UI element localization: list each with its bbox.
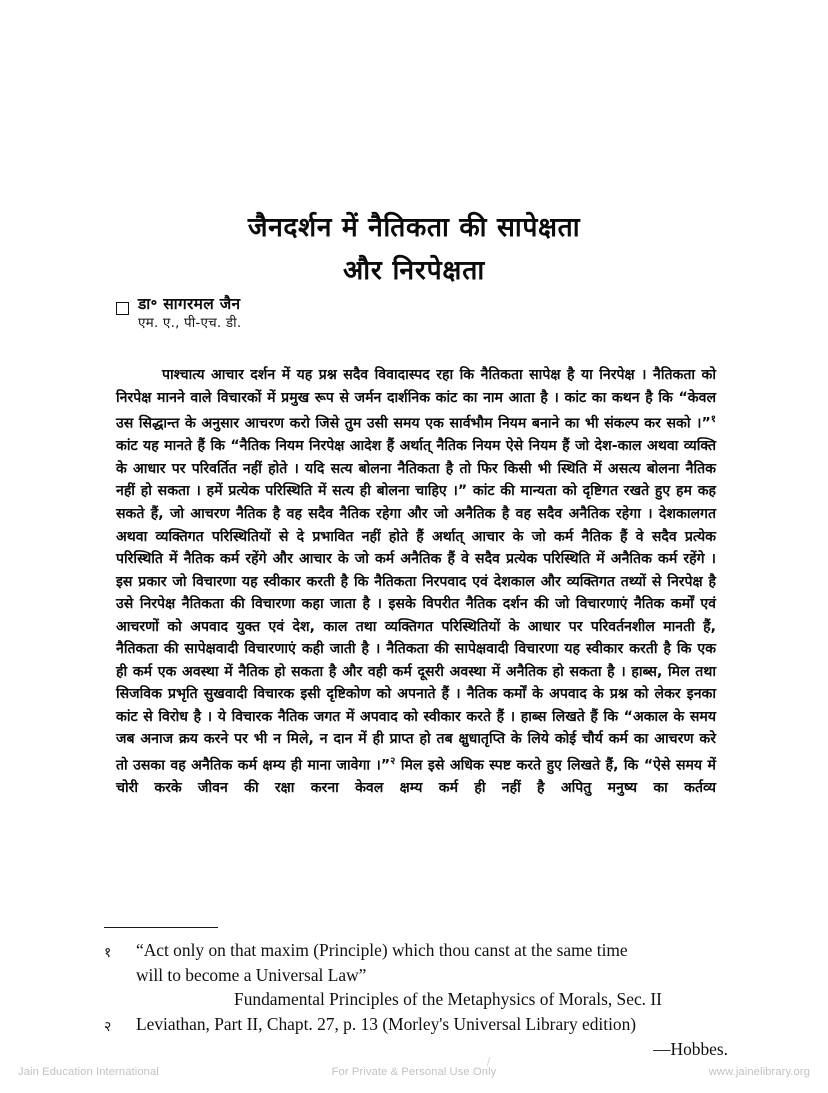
footnote-body-1 <box>136 938 730 1012</box>
footnote-number-1: १ <box>104 945 112 961</box>
footnote-body-2 <box>136 1012 730 1062</box>
footnote-separator <box>104 927 218 928</box>
footnote-marker-2: २ <box>390 755 396 767</box>
footnote-2-attribution: —Hobbes. <box>653 1039 728 1060</box>
footnote-1-source: Fundamental Principles of the Metaphysics of Morals, Sec. II <box>234 989 662 1010</box>
author-degrees: एम. ए., पी-एच. डी. <box>138 314 242 331</box>
footer-website-link[interactable]: www.jainelibrary.org <box>708 1066 810 1078</box>
square-bullet-icon <box>116 302 129 315</box>
footnote-number-2: २ <box>104 1018 112 1035</box>
author-byline <box>116 296 241 330</box>
body-text <box>116 364 716 800</box>
footnote-1-line-2: will to become a Universal Law” <box>136 964 367 985</box>
title-line-1: जैनदर्शन में नैतिकता की सापेक्षता <box>247 212 581 243</box>
paragraph-part-3: मिल इसे अधिक स्पष्ट करते हुए लिखते हैं, कि “ऐसे समय में चोरी करके जीवन की रक्षा करना केवल क्षम्य कर्म ही नहीं है अपितु मनुष्य का कर्तव्य <box>116 757 716 797</box>
page-footer <box>0 1060 828 1093</box>
footnote-2-line-1: Leviathan, Part II, Chapt. 27, p. 13 (Morley's Universal Library edition) <box>136 1013 637 1034</box>
page-title <box>104 206 724 292</box>
footer-usage-notice: For Private & Personal Use Only <box>331 1066 497 1078</box>
footnote-item-1 <box>104 938 730 1012</box>
footnote-1-line-1: “Act only on that maxim (Principle) which thou canst at the same time <box>136 940 628 960</box>
footnote-marker-1: १ <box>710 414 716 426</box>
main-paragraph <box>116 364 716 800</box>
footnotes-section <box>104 938 730 1062</box>
author-details <box>138 296 241 330</box>
paragraph-part-2: कांट यह मानते हैं कि “नैतिक नियम निरपेक्ष आदेश हैं अर्थात् नैतिक नियम ऐसे नियम हैं जो देश-काल अथवा व्यक्ति के आधार पर परिवर्तित नहीं होते । यदि सत्य बोलना नैतिकता है तो फिर किसी भी स्थिति में असत्य बोलना नैतिक नहीं हो सकता । हमें प्रत्येक परिस्थिति में सत्य ही बोलना चाहिए ।” कांट की मान्यता को दृष्टिगत रखते हुए हम कह सकते हैं, जो आचरण नैतिक है वह सदैव नैतिक रहेगा और जो अनैतिक है वह सदैव अनैतिक रहेगा । देशकालगत अथवा व्यक्तिगत परिस्थितियों से दे प्रभावित नहीं होते हैं अर्थात् आचार के जो कर्म नैतिक हैं वे सदैव प्रत्येक परिस्थिति में नैतिक कर्म रहेंगे और आचार के जो कर्म अनैतिक हैं वे सदैव प्रत्येक परिस्थिति में अनैतिक कर्म रहेंगे । इस प्रकार जो विचारणा यह स्वीकार करती है कि नैतिकता निरपवाद एवं देशकाल और व्यक्तिगत तथ्यों से निरपेक्ष है उसे निरपेक्ष नैतिकता की विचारणा कहा जाता है । इसके विपरीत नैतिक दर्शन की जो विचारणाएं नैतिक कर्मों एवं आचरणों को अपवाद युक्त एवं देश, काल तथा व्यक्तिगत परिस्थितियों के आधार पर परिवर्तनशील मानती हैं, नैतिकता की सापेक्षवादी विचारणाएं कही जाती है । नैतिकता की सापेक्षवादी विचारणा यह स्वीकार करती है कि एक ही कर्म एक अवस्था में नैतिक हो सकता है और वही कर्म दूसरी अवस्था में अनैतिक हो सकता है । हाब्स, मिल तथा सिजविक प्रभृति सुखवादी विचारक इसी दृष्टिकोण को अपनाते हैं । नैतिक कर्मों के अपवाद के प्रश्न को लेकर इनका कांट से विरोध है । ये विचारक नैतिक जगत में अपवाद को स्वीकार करते हैं । हाब्स लिखते हैं कि “अकाल के समय जब अनाज क्रय करने पर भी न मिले, न दान में ही प्राप्त हो तब क्षुधातृप्ति के लिये कोई चौर्य कर्म का आचरण करे तो उसका वह अनैतिक कर्म क्षम्य ही माना जावेगा ।” <box>116 438 716 774</box>
paragraph-part-1: पाश्चात्य आचार दर्शन में यह प्रश्न सदैव विवादास्पद रहा कि नैतिकता सापेक्ष है या निरपेक्ष । नैतिकता को निरपेक्ष मानने वाले विचारकों में प्रमुख रूप से जर्मन दार्शनिक कांट का नाम आता है । कांट का कथन है कि “केवल उस सिद्धान्त के अनुसार आचरण करो जिसे तुम उसी समय एक सार्वभौम नियम बनाने का भी संकल्प कर सको ।” <box>116 367 716 432</box>
footnote-item-2 <box>104 1012 730 1062</box>
title-line-2: और निरपेक्षता <box>342 255 485 286</box>
footer-organization: Jain Education International <box>18 1066 159 1078</box>
author-name: डा॰ सागरमल जैन <box>138 295 241 313</box>
